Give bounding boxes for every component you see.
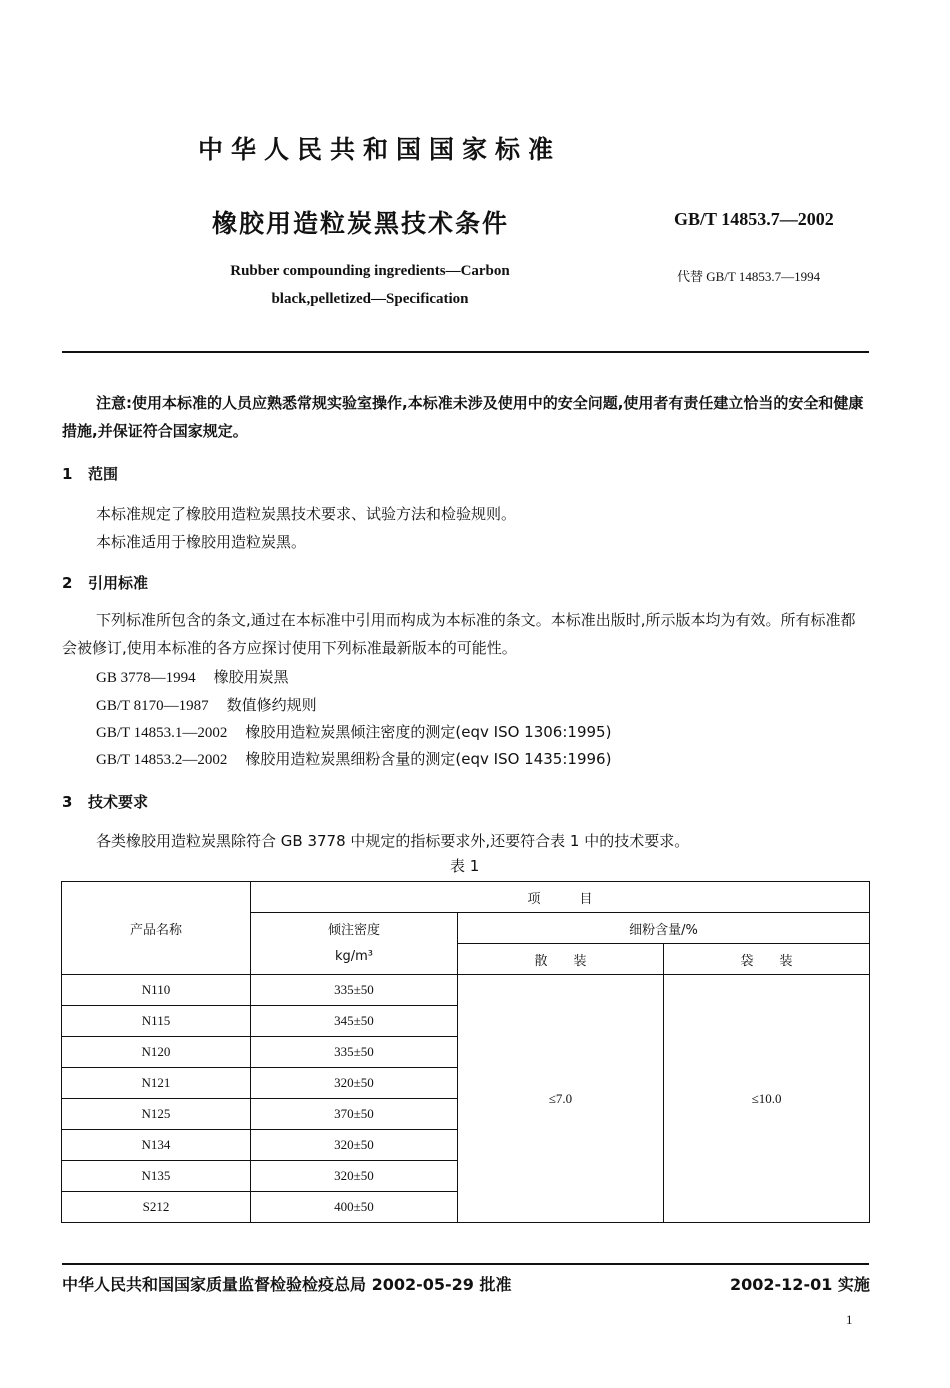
section-number: 2: [62, 574, 73, 592]
scope-paragraph-1: 本标准规定了橡胶用造粒炭黑技术要求、试验方法和检验规则。: [96, 505, 517, 523]
bagged-fines-value: ≤10.0: [664, 975, 870, 1223]
density-cell: 370±50: [251, 1099, 458, 1130]
scope-paragraph-2: 本标准适用于橡胶用造粒炭黑。: [96, 533, 307, 551]
product-cell: S212: [62, 1192, 251, 1223]
reference-code: GB/T 8170—1987: [96, 698, 209, 714]
product-cell: N110: [62, 975, 251, 1006]
density-cell: 320±50: [251, 1068, 458, 1099]
product-cell: N120: [62, 1037, 251, 1068]
bulk-fines-value: ≤7.0: [458, 975, 664, 1223]
document-title-cn: 橡胶用造粒炭黑技术条件: [212, 209, 510, 238]
reference-item: [96, 694, 317, 715]
density-cell: 335±50: [251, 1037, 458, 1068]
effective-date: 2002-12-01 实施: [730, 1275, 870, 1294]
reference-title: 橡胶用造粒炭黑细粉含量的测定(eqv ISO 1435:1996): [245, 750, 612, 768]
page-number: 1: [846, 1312, 853, 1327]
reference-code: GB/T 14853.1—2002: [96, 725, 228, 741]
national-standard-heading: 中华人民共和国国家标准: [198, 135, 562, 164]
reference-title: 橡胶用造粒炭黑倾注密度的测定(eqv ISO 1306:1995): [245, 723, 612, 741]
specification-table: [61, 881, 870, 1223]
reference-title: 数值修约规则: [226, 696, 317, 714]
header-divider: [62, 351, 869, 353]
reference-code: GB/T 14853.2—2002: [96, 752, 228, 768]
safety-note: 注意:使用本标准的人员应熟悉常规实验室操作,本标准未涉及使用中的安全问题,使用者有责任建立恰当的安全和健康措施,并保证符合国家规定。: [62, 394, 864, 440]
approval-statement: 中华人民共和国国家质量监督检验检疫总局 2002-05-29 批准: [62, 1275, 512, 1294]
product-cell: N115: [62, 1006, 251, 1037]
density-cell: 320±50: [251, 1161, 458, 1192]
section-title: 技术要求: [88, 793, 149, 811]
section-number: 3: [62, 793, 73, 811]
pour-density-label: 倾注密度: [327, 922, 380, 938]
header-fines-content: 细粉含量/%: [458, 913, 870, 944]
density-cell: 335±50: [251, 975, 458, 1006]
header-bagged: 袋 装: [664, 944, 870, 975]
header-items: 项 目: [251, 882, 870, 913]
replaces-standard: 代替 GB/T 14853.7—1994: [677, 269, 821, 284]
density-cell: 400±50: [251, 1192, 458, 1223]
reference-item: [96, 721, 611, 742]
product-cell: N121: [62, 1068, 251, 1099]
footer-divider: [62, 1263, 869, 1265]
density-cell: 320±50: [251, 1130, 458, 1161]
reference-code: GB 3778—1994: [96, 670, 196, 686]
section-2-heading: [62, 572, 148, 593]
pour-density-unit: kg/m³: [334, 948, 374, 964]
table-row: [62, 975, 870, 1006]
reference-item: [96, 748, 611, 769]
header-pour-density: [251, 913, 458, 975]
section-title: 引用标准: [88, 574, 149, 592]
section-number: 1: [62, 465, 73, 483]
reference-item: [96, 666, 289, 687]
section-title: 范围: [88, 465, 119, 483]
header-bulk: 散 装: [458, 944, 664, 975]
table-caption: 表 1: [450, 857, 480, 875]
section-1-heading: [62, 463, 118, 484]
section-3-heading: [62, 791, 148, 812]
document-title-en: Rubber compounding ingredients—Carbon black,pelletized—Specification: [230, 263, 510, 307]
density-cell: 345±50: [251, 1006, 458, 1037]
reference-title: 橡胶用炭黑: [213, 668, 289, 686]
product-cell: N134: [62, 1130, 251, 1161]
references-intro: 下列标准所包含的条文,通过在本标准中引用而构成为本标准的条文。本标准出版时,所示版本均为有效。所有标准都会被修订,使用本标准的各方应探讨使用下列标准最新版本的可能性。: [62, 611, 856, 657]
standard-code: GB/T 14853.7—2002: [674, 209, 834, 229]
product-cell: N135: [62, 1161, 251, 1192]
product-cell: N125: [62, 1099, 251, 1130]
technical-requirements-paragraph: 各类橡胶用造粒炭黑除符合 GB 3778 中规定的指标要求外,还要符合表 1 中的技术要求。: [96, 832, 690, 850]
header-product-name: 产品名称: [62, 882, 251, 975]
